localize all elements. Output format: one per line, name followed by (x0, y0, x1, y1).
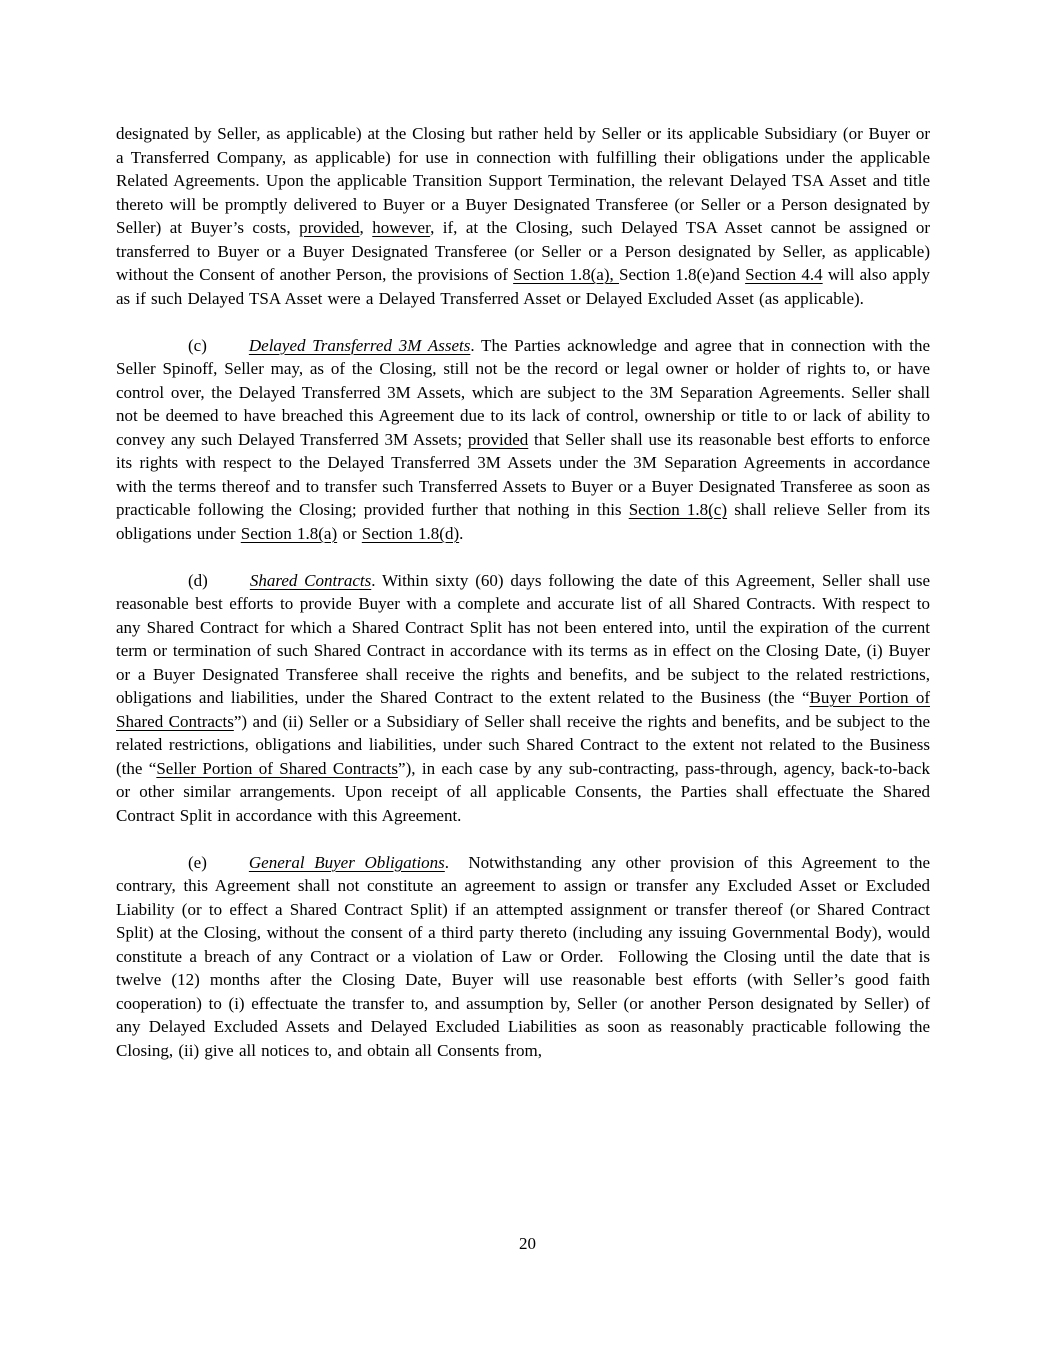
emphasized-text-run: Section 1.8(a) (240, 523, 338, 543)
text-run: will also apply as if such Delayed TSA Asset were a Delayed Transferred Asset or Delayed Excluded Asset (as applicable). (116, 265, 930, 308)
paragraph-e (116, 851, 930, 1063)
emphasized-text-run: however (372, 218, 431, 237)
emphasized-text-run: Delayed Transferred 3M Assets (248, 335, 471, 355)
paragraph-d (116, 569, 930, 828)
paragraph-continuation (116, 122, 930, 310)
emphasized-text-run: Section 4.4 (745, 265, 823, 284)
text-run: that Seller shall use its reasonable best efforts to enforce its rights with respect to the Delayed Transferred 3M Assets under the 3M Separation Agreements in accordance with the terms thereof and to transfer such Transferred Assets to Buyer or a Buyer Designated Transferee as soon as practicable following the Closing; provided further that nothing in this (116, 429, 930, 519)
text-run: , (359, 218, 373, 237)
paragraph-c (116, 334, 930, 546)
emphasized-text-run: provided (299, 218, 360, 237)
text-run: , if, at the Closing, such Delayed TSA Asset cannot be assigned or transferred to Buyer or a Buyer Designated Transferee (or Seller or a Person designated by Seller, as applicable) without the Consent of another Person, the provisions of (116, 218, 930, 284)
emphasized-text-run: Seller Portion of Shared Contracts (156, 758, 399, 778)
emphasized-text-run: Shared Contracts (249, 570, 372, 590)
emphasized-text-run: Buyer Portion of Shared Contracts (116, 688, 930, 731)
emphasized-text-run: Section 1.8(d) (361, 523, 460, 543)
text-run: (c) (188, 335, 207, 355)
emphasized-text-run: Section 1.8(c) (628, 500, 728, 519)
text-run: ”), in each case by any sub-contracting, pass-through, agency, back-to-back or other similar arrangements. Upon receipt of all applicable Consents, the Parties shall effectuate the Shared Contract Split in accordance with this Agreement. (116, 758, 930, 825)
page-body-text (116, 122, 930, 1086)
text-run: . (459, 523, 464, 543)
text-run: (e) (188, 852, 207, 872)
emphasized-text-run: Section 1.8(a), (513, 265, 619, 284)
text-run: . The Parties acknowledge and agree that in connection with the Seller Spinoff, Seller may, as of the Closing, still not be the record or legal owner or holder of rights to, or have control over, the Delayed Transferred 3M Assets, which are subject to the 3M Separation Agreements. Seller shall not be deemed to have breached this Agreement due to its lack of control, ownership or title to or lack of ability to convey any such Delayed Transferred 3M Assets; (116, 335, 930, 449)
text-run: (d) (188, 570, 208, 590)
emphasized-text-run: General Buyer Obligations (248, 852, 445, 872)
text-run: shall relieve Seller from its obligations under (116, 500, 931, 543)
emphasized-text-run: provided (467, 429, 529, 449)
text-run: . Within sixty (60) days following the date of this Agreement, Seller shall use reasonable best efforts to provide Buyer with a complete and accurate list of all Shared Contracts. With respect to any Shared Contract for which a Shared Contract Split has not been entered into, until the expiration of the current term or termination of such Shared Contract in accordance with its terms as in effect on the Closing Date, (i) Buyer or a Buyer Designated Transferee shall receive the rights and benefits, and be subject to the related restrictions, obligations and liabilities, under the Shared Contract to the extent related to the Business (the “ (116, 570, 930, 707)
text-run: or (337, 523, 362, 543)
text-run: designated by Seller, as applicable) at the Closing but rather held by Seller or its applicable Subsidiary (or Buyer or a Transferred Company, as applicable) for use in connection with fulfilling their obligations under the applicable Related Agreements. Upon the applicable Transition Support Termination, the relevant Delayed TSA Asset and title thereto will be promptly delivered to Buyer or a Buyer Designated Transferee (or Seller or a Person designated by Seller) at Buyer’s costs, (116, 124, 930, 237)
text-run: ”) and (ii) Seller or a Subsidiary of Seller shall receive the rights and benefits, and be subject to the related restrictions, obligations and liabilities, under such Shared Contract to the extent not related to the Business (the “ (116, 711, 930, 778)
text-run: . Notwithstanding any other provision of this Agreement to the contrary, this Agreement shall not constitute an agreement to assign or transfer any Excluded Asset or Excluded Liability (or to effect a Shared Contract Split) if an attempted assignment or transfer thereof (or Shared Contract Split) at the Closing, without the consent of a third party thereto (including any issuing Governmental Body), would constitute a breach of any Contract or a violation of Law or Order. Following the Closing until the date that is twelve (12) months after the Closing Date, Buyer will use reasonable best efforts (with Seller’s good faith cooperation) to (i) effectuate the transfer to, and assumption by, Seller (or another Person designated by Seller) of any Delayed Excluded Assets and Delayed Excluded Liabilities as soon as reasonably practicable following the Closing, (ii) give all notices to, and obtain all Consents from, (116, 852, 931, 1060)
text-run: Section 1.8(e)and (618, 265, 746, 284)
page-number: 20 (519, 1234, 536, 1253)
